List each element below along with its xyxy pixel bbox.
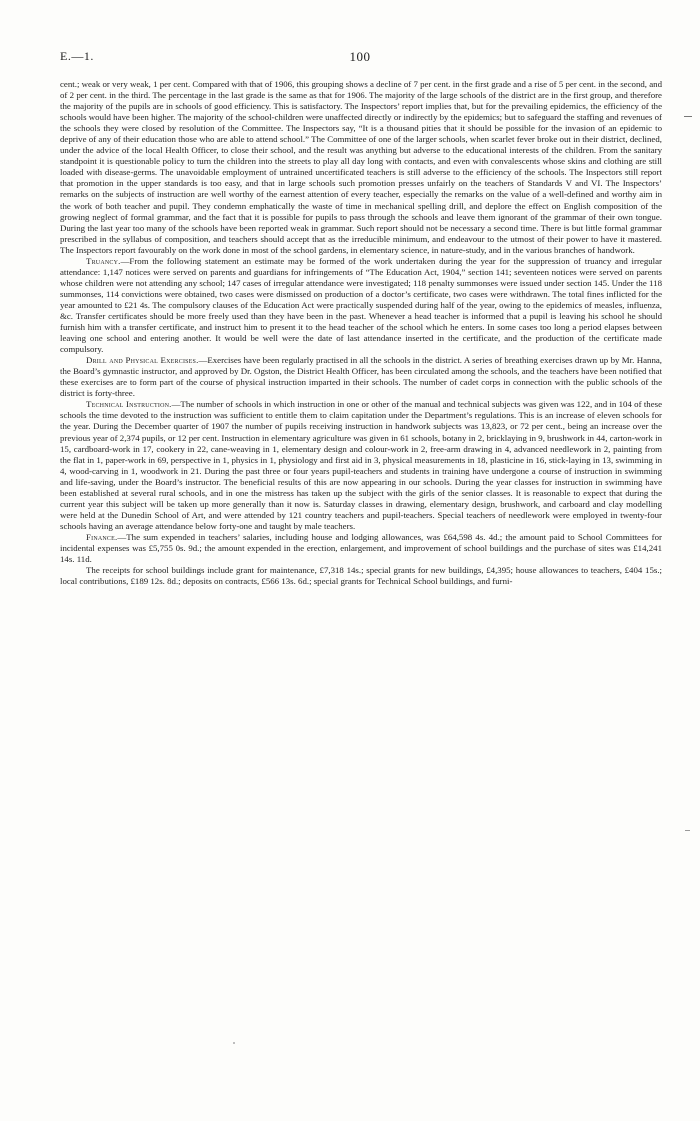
paragraph-technical-instruction	[60, 399, 662, 532]
paragraph-receipts: The receipts for school buildings include grant for maintenance, £7,318 14s.; special grants for new buildings, £4,395; house allowances to teachers, £404 15s.; local contributions, £189 12s. 8d.; deposits on contracts, £566 13s. 6d.; special grants for Technical School buildings, and furni-	[60, 565, 662, 587]
section-heading-truancy: Truancy.	[86, 255, 121, 266]
document-reference: E.—1.	[60, 49, 94, 63]
section-heading-finance: Finance.	[86, 531, 118, 542]
paragraph-text: —From the following statement an estimate may be formed of the work undertaken during the year for the suppression of truancy and irregular attendance: 1,147 notices were served on parents and guardians for infringements of “The Education Act, 1904,” section 141; seventeen notices were served on parents whose children were not attending any school; 147 cases of irregular attendance were investigated; 118 penalty summonses were issued under section 145. Under the 118 summonses, 114 convictions were obtained, two cases were dismissed on production of a doctor’s certificate, two cases were withdrawn. The total fines inflicted for the year amounted to £21 4s. The compulsory clauses of the Education Act were practically suspended during half of the year, owing to the epidemics of measles, influenza, &c. Transfer certificates should be more freely used than they have been in the past. Whenever a head teacher is informed that a pupil is leaving his school he should furnish him with a transfer certificate, and instruct him to present it to the head teacher of the school which he enters. In some cases too long a period elapses between leaving one school and entering another. It would be well were the date of last attendance inserted in the certificate, and the production of the certificate made compulsory.	[60, 255, 662, 355]
section-heading-drill: Drill and Physical Exercises.	[86, 355, 199, 366]
paragraph-inspection-results: cent.; weak or very weak, 1 per cent. Compared with that of 1906, this grouping shows a decline of 7 per cent. in the first grade and a rise of 5 per cent. in the second, and of 2 per cent. in the third. The percentage in the last grade is the same as that for 1906. The majority of the large schools of the district are in the first group, and therefore the majority of the pupils are in schools of good efficiency. This is satisfactory. The Inspectors’ report implies that, but for the prevailing epidemics, the efficiency of the schools would have been higher. The majority of the school-children were unaffected directly or indirectly by the epidemics; but to safeguard the staffing and revenues of the schools they were closed by resolution of the Committee. The Inspectors say, “It is a thousand pities that it should be possible for the invasion of an epidemic to deprive of any of their education those who are able to attend school.” The Committee of one of the larger schools, when scarlet fever broke out in their district, declined, under the advice of the local Health Officer, to close their school, and the result was anything but adverse to the educational interests of the children. From the sanitary standpoint it is questionable policy to turn the children into the streets to play all day long with contacts, and even with convalescents whose skins and clothing are still loaded with disease-germs. The unavoidable employment of untrained uncertificated teachers is still adverse to the efficiency of the schools. The Inspectors still report that promotion in the upper standards is too easy, and that in large schools such promotion presses unfairly on the teachers of Standards V and VI. The Inspectors’ remarks on the subjects of instruction are well worthy of the earnest attention of every teacher, especially the remarks on the value of a well-defined and worthy aim in the work of both teacher and pupil. They condemn emphatically the waste of time in mechanical spelling drill, and deplore the effect on English composition of the growing neglect of formal grammar, and the fact that it is possible for pupils to pass through the schools and leave them ignorant of the grammar of their own tongue. During the last year too many of the schools have been reported weak in grammar. Such report should not be necessary a second time. There is but little formal grammar prescribed in the syllabus of composition, and teachers should accept that as the irreducible minimum, and endeavour to the utmost of their power to have it mastered. The Inspectors report favourably on the work done in most of the school gardens, in elementary science, in nature-study, and in the various branches of handwork.	[60, 79, 662, 255]
ink-speck	[233, 1042, 235, 1044]
paragraph-truancy	[60, 256, 662, 355]
paragraph-finance	[60, 532, 662, 565]
paragraph-drill-physical	[60, 355, 662, 399]
paragraph-text: —The number of schools in which instruction in one or other of the manual and technical subjects was given was 122, and in 104 of these schools the time devoted to the instruction was sufficient to entitle them to claim capitation under the Department’s regulations. This is an increase of eleven schools for the year. During the December quarter of 1907 the number of pupils receiving instruction in handwork subjects was 13,823, or 72 per cent., being an increase over the previous year of 2,374 pupils, or 12 per cent. Instruction in elementary agriculture was given in 61 schools, botany in 2, bricklaying in 9, brushwork in 44, carton-work in 15, cardboard-work in 17, cookery in 22, cane-weaving in 1, elementary design and colour-work in 2, free-arm drawing in 4, advanced needlework in 2, painting from the flat in 1, paper-work in 69, perspective in 1, physics in 1, physiology and first aid in 3, physical measurements in 18, plasticine in 16, stick-laying in 13, swimming in 4, wood-carving in 1, woodwork in 21. During the past three or four years pupil-teachers and students in training have undergone a course of instruction in swimming and life-saving, under the Board’s instructor. The beneficial results of this are now appearing in our schools. During the year classes for instruction in swimming have been established at several rural schools, and in one the mistress has taken up the subject with the girls of the senior classes. It is reasonable to expect that during the current year this subject will be taken up more generally than it now is. Saturday classes in drawing, elementary design, brushwork, and carboard and clay modelling were held at the Dunedin School of Art, and were attended by 121 country teachers and pupil-teachers. Special teachers of needlework were employed in twenty-four schools having an average attendance below forty-one and taught by male teachers.	[60, 399, 662, 531]
page-header	[60, 49, 660, 67]
paragraph-text: —The sum expended in teachers’ salaries, including house and lodging allowances, was £64,598 4s. 4d.; the amount paid to School Committees for incidental expenses was £5,755 0s. 9d.; the amount expended in the erection, enlargement, and improvement of school buildings and the purchase of sites was £14,241 14s. 11d.	[60, 531, 662, 565]
margin-mark	[684, 116, 692, 117]
page-number: 100	[349, 49, 371, 64]
body-text	[60, 79, 662, 587]
margin-mark	[685, 830, 690, 831]
section-heading-technical: Technical Instruction.	[86, 399, 172, 410]
paragraph-text: —Exercises have been regularly practised in all the schools in the district. A series of breathing exercises drawn up by Mr. Hanna, the Board’s gymnastic instructor, and approved by Dr. Ogston, the District Health Officer, has been circulated among the schools, and the teachers have been notified that these exercises are to form part of the course of physical instruction imparted in their schools. The number of cadet corps in connection with the public schools of the district is forty-three.	[60, 355, 662, 399]
